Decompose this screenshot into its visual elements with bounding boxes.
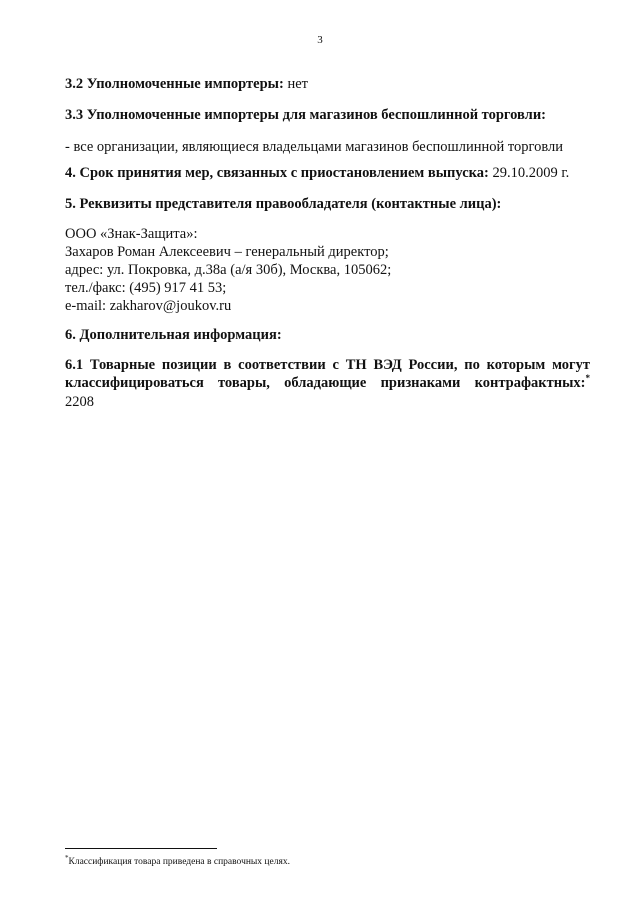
section-4-heading: 4. Срок принятия мер, связанных с приостановлением выпуска: — [65, 165, 489, 181]
section-6-1-code: 2208 — [65, 394, 94, 410]
section-3-2 — [65, 75, 308, 93]
section-3-3-heading: 3.3 Уполномоченные импортеры для магазинов беспошлинной торговли: — [65, 107, 546, 123]
section-4 — [65, 164, 569, 182]
page-number: 3 — [317, 34, 323, 46]
footnote-text: Классификация товара приведена в справочных целях. — [68, 857, 290, 867]
section-3-2-value: нет — [287, 76, 308, 92]
section-6-1-line-2-wrap — [65, 374, 590, 392]
section-6-heading: 6. Дополнительная информация: — [65, 327, 282, 343]
footnote — [65, 853, 290, 868]
footnote-reference-mark: * — [585, 373, 590, 384]
contact-company: ООО «Знак-Защита»: — [65, 226, 198, 242]
footnote-divider — [65, 848, 217, 849]
section-6-1-line-2: классифицироваться товары, обладающие признаками контрафактных: — [65, 375, 586, 391]
contact-block — [65, 225, 391, 315]
section-6-1-line-1: 6.1 Товарные позиции в соответствии с ТН ВЭД России, по которым могут — [65, 357, 590, 373]
section-3-2-heading: 3.2 Уполномоченные импортеры: — [65, 76, 284, 92]
section-6-1 — [65, 356, 590, 392]
footnote-mark: * — [65, 853, 69, 862]
section-5-heading: 5. Реквизиты представителя правообладателя (контактные лица): — [65, 196, 502, 212]
contact-phone: тел./факс: (495) 917 41 53; — [65, 280, 227, 296]
contact-person: Захаров Роман Алексеевич – генеральный директор; — [65, 244, 389, 260]
contact-email: e-mail: zakharov@joukov.ru — [65, 298, 232, 314]
section-4-value: 29.10.2009 г. — [492, 165, 570, 181]
contact-address: адрес: ул. Покровка, д.38а (а/я 30б), Москва, 105062; — [65, 262, 392, 278]
section-3-3-value: - все организации, являющиеся владельцами магазинов беспошлинной торговли — [65, 139, 563, 155]
